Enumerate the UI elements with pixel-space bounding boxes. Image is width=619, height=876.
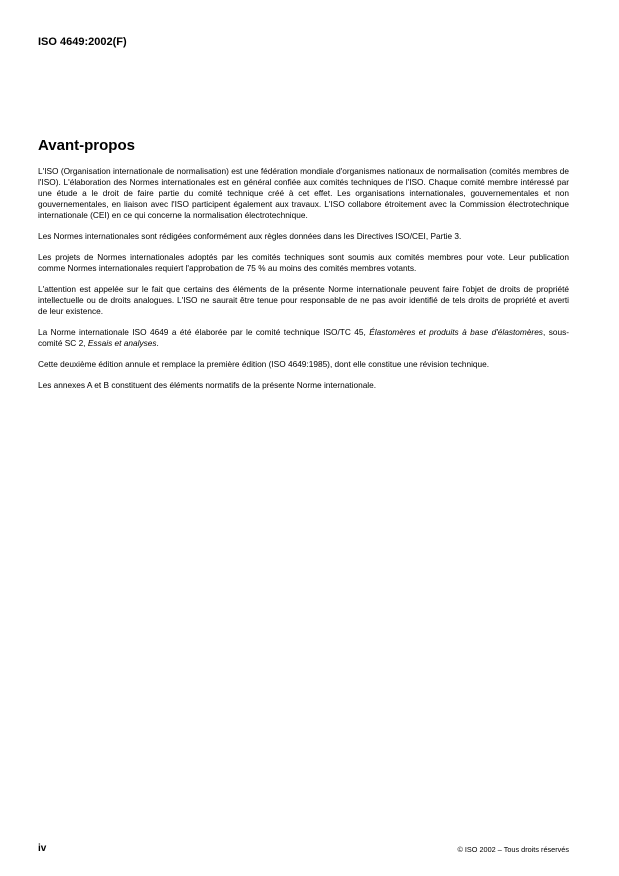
paragraph-7: Les annexes A et B constituent des éléments normatifs de la présente Norme internationale. [38, 380, 377, 390]
committee-title: Élastomères et produits à base d'élastomères [369, 327, 543, 337]
document-id: ISO 4649:2002(F) [38, 36, 127, 48]
paragraph-6: Cette deuxième édition annule et remplace la première édition (ISO 4649:1985), dont elle constitue une révision technique. [38, 359, 490, 369]
section-title: Avant-propos [38, 137, 135, 154]
page-number: iv [38, 843, 47, 854]
foreword-body [38, 166, 569, 401]
paragraph-5-text-b: , sous-comité SC 2, [38, 327, 569, 348]
paragraph-2: Les Normes internationales sont rédigées conformément aux règles données dans les Directives ISO/CEI, Partie 3. [38, 231, 462, 241]
subcommittee-title: Essais et analyses [87, 338, 157, 348]
paragraph-5-text-a: La Norme internationale ISO 4649 a été élaborée par le comité technique ISO/TC 45, [38, 327, 370, 337]
copyright-notice: © ISO 2002 – Tous droits réservés [457, 845, 569, 854]
paragraph-1: L'ISO (Organisation internationale de normalisation) est une fédération mondiale d'organismes nationaux de normalisation (comités membres de l'ISO). L'élaboration des Normes internationales est en général confiée aux comités techniques de l'ISO. Chaque comité membre intéressé par une étude a le droit de faire partie du comité technique créé à cet effet. Les organisations internationales, gouvernementales et non gouvernementales, en liaison avec l'ISO participent également aux travaux. L'ISO collabore étroitement avec la Commission électrotechnique internationale (CEI) en ce qui concerne la normalisation électrotechnique. [38, 166, 569, 220]
paragraph-4: L'attention est appelée sur le fait que certains des éléments de la présente Norme internationale peuvent faire l'objet de droits de propriété intellectuelle ou de droits analogues. L'ISO ne saurait être tenue pour responsable de ne pas avoir identifié de tels droits de propriété et averti de leur existence. [38, 284, 569, 316]
paragraph-3: Les projets de Normes internationales adoptés par les comités techniques sont soumis aux comités membres pour vote. Leur publication comme Normes internationales requiert l'approbation de 75 % au moins des comités membres votants. [38, 252, 569, 273]
paragraph-5-text-c: . [156, 338, 159, 348]
paragraph-5 [38, 327, 569, 349]
